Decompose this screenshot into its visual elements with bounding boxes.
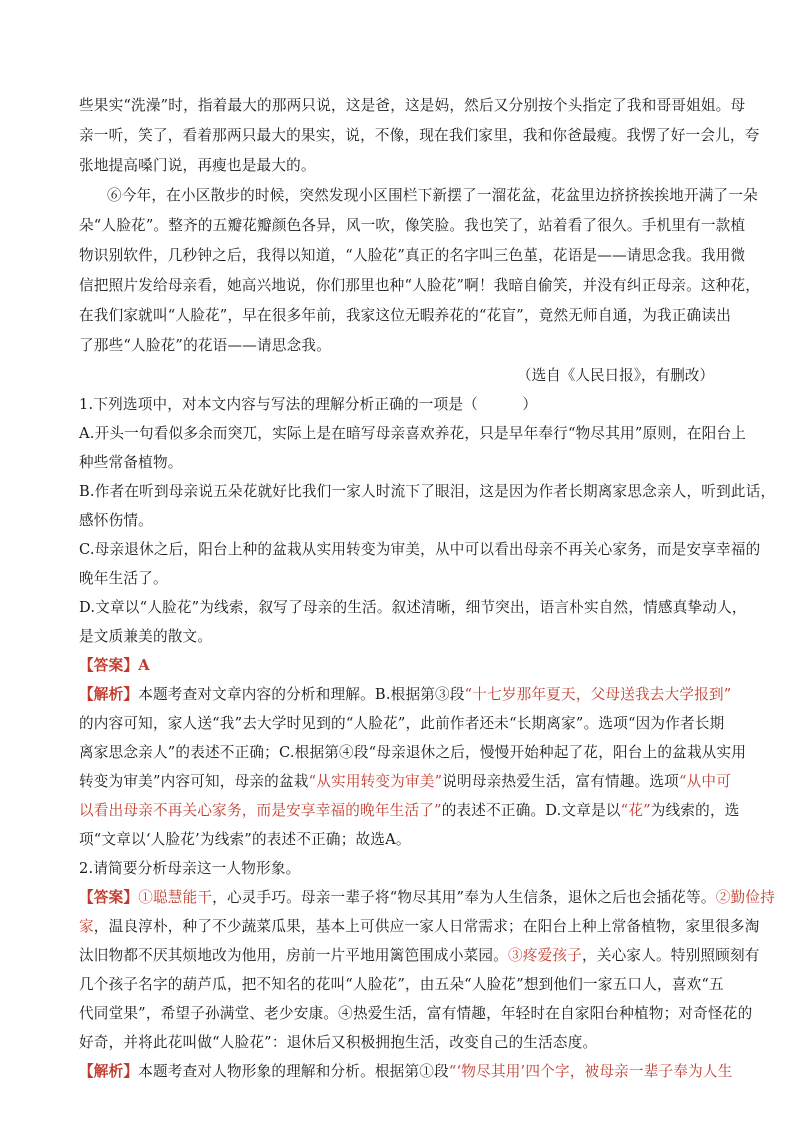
analysis-text: 本题考查对文章内容的分析和理解。B.根据第③段	[138, 686, 465, 703]
answer-keyword: ①聪慧能干	[138, 889, 213, 906]
text-line: 在我们家就叫“人脸花”，早在很多年前，我家这位无暇养花的“花盲”，竟然无师自通，为我正确读出	[79, 307, 731, 324]
answer-text: 汰旧物都不厌其烦地改为他用，房前一片平地用篱笆围成小菜园。	[79, 947, 509, 964]
answer-text: ，温良淳朴，种了不少蔬菜瓜果，基本上可供应一家人日常需求；在阳台上种上常备植物，家里很多淘	[93, 918, 760, 935]
option-d: D.文章以“人脸花”为线索，叙写了母亲的生活。叙述清晰，细节突出，语言朴实自然，情感真挚动人，	[79, 599, 747, 616]
option-a: A.开头一句看似多余而突兀，实际上是在暗写母亲喜欢养花，只是早年奉行“物尽其用”原则，在阳台上	[79, 425, 747, 442]
option-d: 是文质兼美的散文。	[79, 628, 213, 645]
analysis-quote: “从实用转变为审美”	[308, 773, 443, 790]
text-line: ⑥今年，在小区散步的时候，突然发现小区围栏下新摆了一溜花盆，花盆里边挤挤挨挨地开满了一朵	[107, 187, 758, 204]
answer-line	[79, 946, 760, 966]
analysis-text: 为线索的，选	[650, 802, 740, 819]
analysis-line: 的内容可知，家人送“我”去大学时见到的“人脸花”，此前作者还未“长期离家”。选项“因为作者长期	[79, 715, 725, 732]
option-b: 感怀伤情。	[79, 512, 153, 529]
text-line: 亲一听，笑了，看着那两只最大的果实，说，不像，现在我们家里，我和你爸最瘦。我愣了好一会儿，夸	[79, 127, 760, 144]
analysis-text: 说明母亲热爱生活，富有情趣。选项	[442, 773, 679, 790]
analysis-quote: 以看出母亲不再关心家务，而是安享幸福的晚年生活了”	[79, 802, 442, 819]
answer-line: 代同堂果”，希望子孙满堂、老少安康。④热爱生活，富有情趣，年轻时在自家阳台种植物；对奇怪花的	[79, 1005, 753, 1022]
answer-line	[79, 888, 775, 908]
answer-line	[79, 656, 719, 676]
option-a: 种些常备植物。	[79, 454, 183, 471]
text-line: 信把照片发给母亲看，她高兴地说，你们那里也种“人脸花”啊！我暗自偷笑，并没有纠正母亲。这种花，	[79, 277, 761, 294]
answer-line: 好奇，并将此花叫做“人脸花”：退休后又积极拥抱生活，改变自己的生活态度。	[79, 1034, 598, 1051]
answer-tag: 【答案】	[79, 889, 139, 906]
analysis-quote: “从中可	[678, 773, 732, 790]
answer-keyword: ②勤俭持	[715, 889, 775, 906]
analysis-text: 转变为审美”内容可知，母亲的盆栽	[79, 773, 309, 790]
analysis-line	[79, 801, 740, 821]
answer-tag: 【答案】	[79, 657, 139, 674]
text-line: 朵“人脸花”。整齐的五瓣花瓣颜色各异，风一吹，像笑脸。我也笑了，站着看了很久。手机里有一款植	[79, 217, 746, 234]
answer-line: 几个孩子名字的葫芦瓜，把不知名的花叫“人脸花”，由五朵“人脸花”想到他们一家五口人，喜欢“五	[79, 976, 724, 993]
analysis-line	[79, 685, 732, 705]
analysis-line: 离家思念亲人”的表述不正确；C.根据第④段“母亲退休之后，慢慢开始种起了花，阳台上的盆栽从实用	[79, 744, 747, 761]
answer-text: ，心灵手巧。母亲一辈子将“物尽其用”奉为人生信条，退休之后也会插花等。	[212, 889, 716, 906]
answer-value: A	[138, 657, 150, 674]
analysis-quote: “十七岁那年夏天，父母送我去大学报到”	[464, 686, 732, 703]
analysis-line	[79, 1062, 733, 1082]
option-c: 晚年生活了。	[79, 570, 168, 587]
text-line: 张地提高嗓门说，再瘦也是最大的。	[79, 157, 316, 174]
question-stem: 1.下列选项中，对本文内容与写法的理解分析正确的一项是（ ）	[79, 396, 538, 413]
answer-keyword: 家	[79, 918, 94, 935]
analysis-tag: 【解析】	[79, 686, 139, 703]
text-line: 物识别软件，几秒钟之后，我得以知道，“人脸花”真正的名字叫三色堇，花语是——请思念我。我用微	[79, 247, 746, 264]
text-line: 些果实“洗澡”时，指着最大的那两只说，这是爸，这是妈，然后又分别按个头指定了我和哥哥姐姐。母	[79, 97, 746, 114]
source-citation: （选自《人民日报》，有删改）	[516, 367, 714, 384]
analysis-quote: “花”	[620, 802, 651, 819]
text-line: 了那些“人脸花”的花语——请思念我。	[79, 337, 332, 354]
option-b: B.作者在听到母亲说五朵花就好比我们一家人时流下了眼泪，这是因为作者长期离家思念亲人，听到此话，	[79, 483, 776, 500]
answer-keyword: ③疼爱孩子	[508, 947, 583, 964]
analysis-quote: “‘物尽其用’四个字，被母亲一辈子奉为人生	[448, 1063, 733, 1080]
analysis-line: 项“文章以‘人脸花’为线索”的表述不正确；故选A。	[79, 831, 411, 848]
analysis-line	[79, 772, 732, 792]
question-stem: 2.请简要分析母亲这一人物形象。	[79, 860, 301, 877]
answer-text: ，关心家人。特别照顾刻有	[582, 947, 760, 964]
analysis-tag: 【解析】	[79, 1063, 139, 1080]
answer-line	[79, 917, 760, 937]
analysis-text: 的表述不正确。D.文章是以	[441, 802, 621, 819]
analysis-text: 本题考查对人物形象的理解和分析。根据第①段	[138, 1063, 449, 1080]
option-c: C.母亲退休之后，阳台上种的盆栽从实用转变为审美，从中可以看出母亲不再关心家务，而是安享幸福的	[79, 541, 761, 558]
